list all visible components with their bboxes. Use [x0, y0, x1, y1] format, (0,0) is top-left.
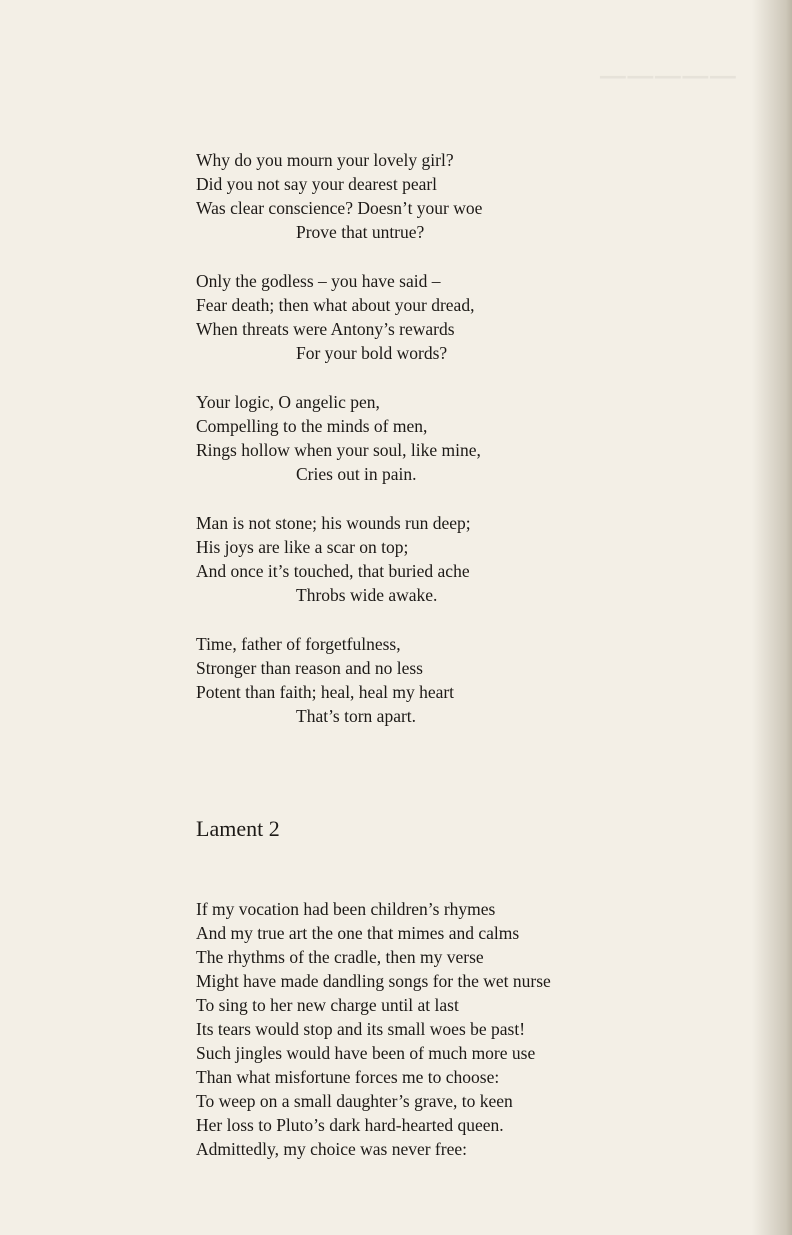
poem-line: When threats were Antony’s rewards — [196, 319, 455, 339]
stanza-1 — [196, 148, 756, 244]
poem-line: And my true art the one that mimes and calms — [196, 923, 520, 943]
poem-line: Rings hollow when your soul, like mine, — [196, 440, 481, 460]
lament-2-title: Lament 2 — [196, 816, 280, 841]
poem-line: If my vocation had been children’s rhymes — [196, 899, 496, 919]
poem-line: His joys are like a scar on top; — [196, 537, 409, 557]
poem-line: Why do you mourn your lovely girl? — [196, 150, 454, 170]
poem-line: Than what misfortune forces me to choose: — [196, 1067, 500, 1087]
poem-line-indented: Throbs wide awake. — [296, 585, 438, 605]
poem-line: Only the godless – you have said – — [196, 271, 441, 291]
poem-line: Its tears would stop and its small woes be past! — [196, 1019, 526, 1039]
poem-line-indented: Cries out in pain. — [296, 464, 417, 484]
poem-line: Did you not say your dearest pearl — [196, 174, 438, 194]
poem-line: Such jingles would have been of much more use — [196, 1043, 536, 1063]
poem-line: The rhythms of the cradle, then my verse — [196, 947, 484, 967]
stanza-4 — [196, 511, 756, 607]
stanza-2 — [196, 269, 756, 365]
poem-line-indented: That’s torn apart. — [296, 706, 417, 726]
poem-line: Fear death; then what about your dread, — [196, 295, 475, 315]
poem-line: To weep on a small daughter’s grave, to keen — [196, 1091, 513, 1111]
poem-line: And once it’s touched, that buried ache — [196, 561, 470, 581]
poem-line-indented: For your bold words? — [296, 343, 448, 363]
poem-line: Might have made dandling songs for the wet nurse — [196, 971, 551, 991]
poem-line: Potent than faith; heal, heal my heart — [196, 682, 455, 702]
poem-line: Man is not stone; his wounds run deep; — [196, 513, 471, 533]
poem-line: Was clear conscience? Doesn’t your woe — [196, 198, 483, 218]
poem-line-indented: Prove that untrue? — [296, 222, 425, 242]
poem-line: To sing to her new charge until at last — [196, 995, 459, 1015]
stanza-3 — [196, 390, 756, 486]
stanza-5 — [196, 632, 756, 728]
lament-2-poem — [196, 897, 756, 1161]
poem-line: Stronger than reason and no less — [196, 658, 423, 678]
poem-line: Time, father of forgetfulness, — [196, 634, 401, 654]
poem-line: Admittedly, my choice was never free: — [196, 1139, 467, 1159]
poem-line: Her loss to Pluto’s dark hard-hearted queen. — [196, 1115, 504, 1135]
poem-line: Compelling to the minds of men, — [196, 416, 428, 436]
poem-line: Your logic, O angelic pen, — [196, 392, 380, 412]
lament-1-poem — [196, 148, 756, 753]
show-through-heading: ───── — [600, 56, 738, 96]
page-edge-shadow — [752, 0, 792, 1235]
